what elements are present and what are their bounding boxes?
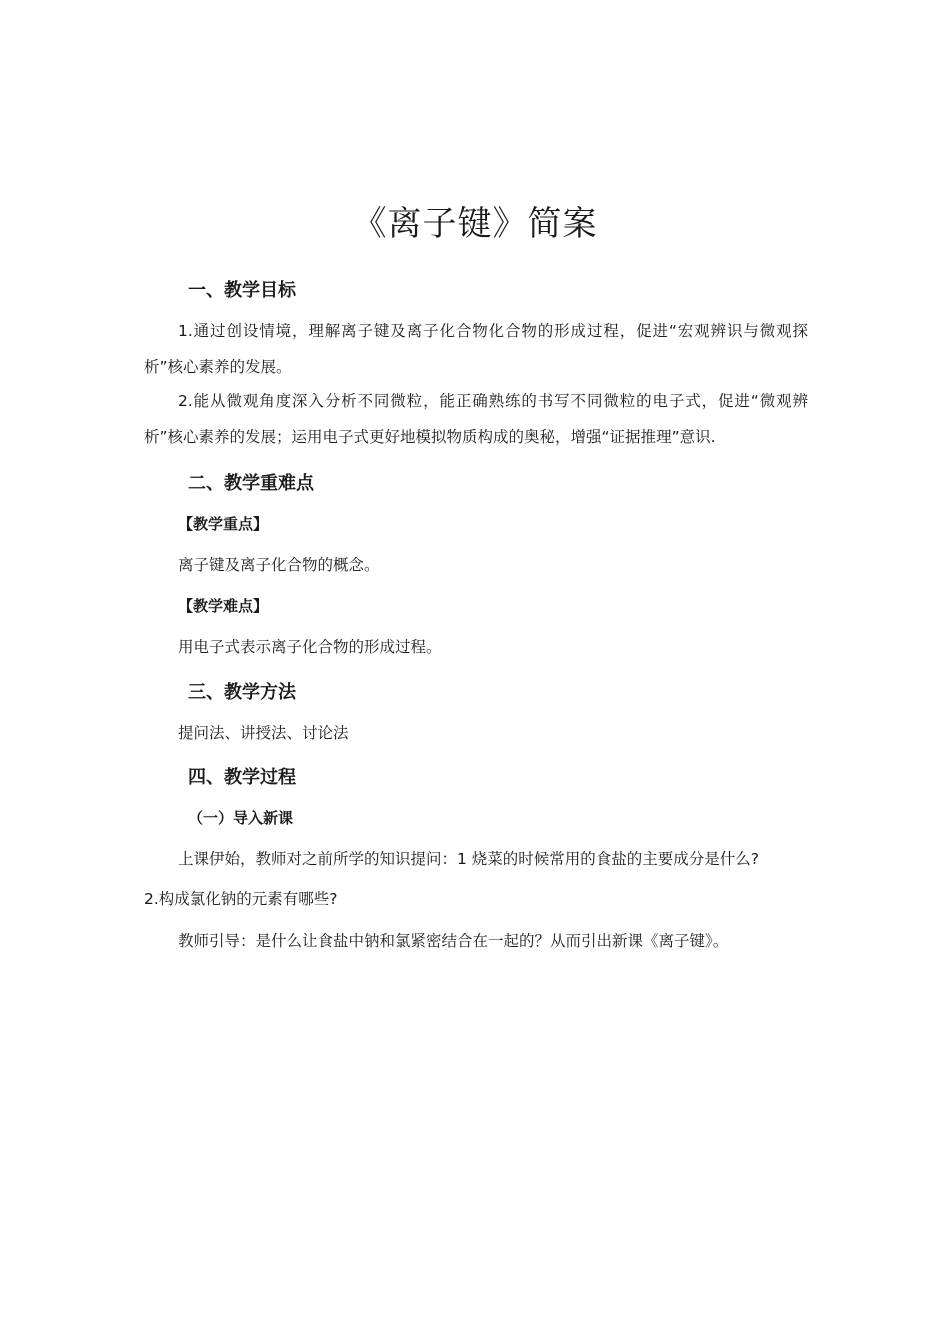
goal-item-1: 1.通过创设情境，理解离子键及离子化合物化合物的形成过程，促进“宏观辨识与微观探析”核心素养的发展。 [144,322,808,376]
sub-heading-intro: （一）导入新课 [188,809,294,827]
process-para-1: 上课伊始，教师对之前所学的知识提问：1 烧菜的时候常用的食盐的主要成分是什么? [178,850,760,868]
section-heading-key-points: 二、教学重难点 [188,473,314,494]
goal-item-2: 2.能从微观角度深入分析不同微粒，能正确熟练的书写不同微粒的电子式，促进“微观辨析”核心素养的发展；运用电子式更好地模拟物质构成的奥秘，增强“证据推理”意识. [144,392,808,446]
difficulty-text: 用电子式表示离子化合物的形成过程。 [178,638,442,656]
document-title: 《离子键》简案 [352,204,598,244]
process-para-1-cont: 2.构成氯化钠的元素有哪些? [144,890,338,908]
section-heading-methods: 三、教学方法 [188,682,296,703]
methods-text: 提问法、讲授法、讨论法 [178,724,349,742]
section-heading-process: 四、教学过程 [188,767,296,788]
difficulty-label: 【教学难点】 [178,597,269,615]
focus-text: 离子键及离子化合物的概念。 [178,556,380,574]
focus-label: 【教学重点】 [178,515,269,533]
section-heading-goals: 一、教学目标 [188,280,296,301]
process-para-2: 教师引导：是什么让食盐中钠和氯紧密结合在一起的？从而引出新课《离子键》。 [178,932,729,950]
